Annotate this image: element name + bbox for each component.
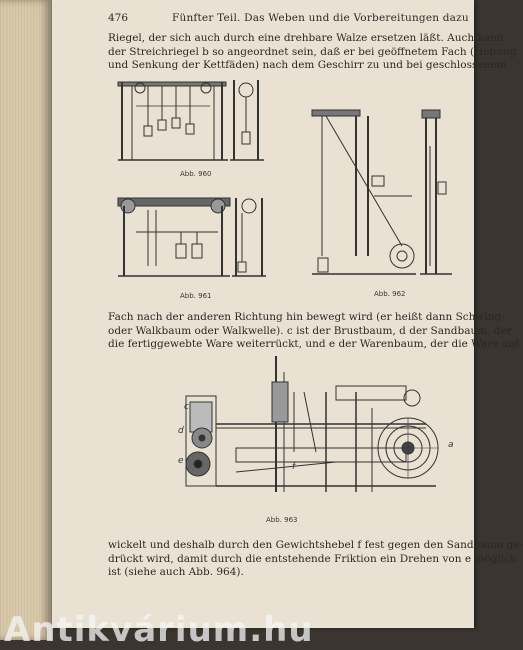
book-page-edges: [0, 0, 52, 640]
text-line: oder Walkbaum oder Walkwelle). c ist der Brustbaum, d der Sandbaum, der: [108, 324, 512, 337]
watermark: Antikvárium.hu: [4, 610, 314, 650]
paragraph-top: [108, 32, 517, 73]
text-line: ist (siehe auch Abb. 964).: [108, 566, 244, 578]
figure-961-caption: Abb. 961: [180, 292, 212, 300]
book-page: [52, 0, 523, 628]
text-line: und Senkung der Kettfäden) nach dem Geschirr zu und bei geschlossenem: [108, 59, 507, 71]
figure-960-caption: Abb. 960: [180, 170, 212, 178]
figure-960: [118, 76, 268, 166]
text-line: drückt wird, damit durch die entstehende Friktion ein Drehen von e möglich: [108, 552, 517, 565]
figure-962-caption: Abb. 962: [374, 290, 406, 298]
text-line: der Streichriegel b so angeordnet sein, daß er bei geöffnetem Fach (Hebung: [108, 45, 517, 58]
figure-963-caption: Abb. 963: [266, 516, 298, 524]
figure-962: [312, 106, 462, 286]
figure-963-label-d: d: [178, 426, 184, 436]
figure-963-label-c: c: [184, 402, 189, 412]
page-number: 476: [108, 12, 129, 24]
figure-963-label-e: e: [178, 456, 184, 466]
running-head: Fünfter Teil. Das Weben und die Vorbereitungen dazu: [172, 12, 469, 24]
figure-961: [118, 192, 268, 284]
text-line: die fertiggewebte Ware weiterrückt, und e der Warenbaum, der die Ware auf-: [108, 338, 522, 350]
paragraph-bottom: [108, 539, 523, 580]
paragraph-middle: [108, 311, 522, 352]
figure-963: [176, 352, 476, 512]
figure-963-label-a: a: [448, 440, 454, 450]
text-line: Fach nach der anderen Richtung hin bewegt wird (er heißt dann Schwing-: [108, 311, 505, 323]
figure-963-label-f: f: [292, 462, 296, 472]
text-line: Riegel, der sich auch durch eine drehbare Walze ersetzen läßt. Auch kann: [108, 32, 504, 44]
text-line: wickelt und deshalb durch den Gewichtshebel f fest gegen den Sandbaum ge-: [108, 539, 523, 551]
